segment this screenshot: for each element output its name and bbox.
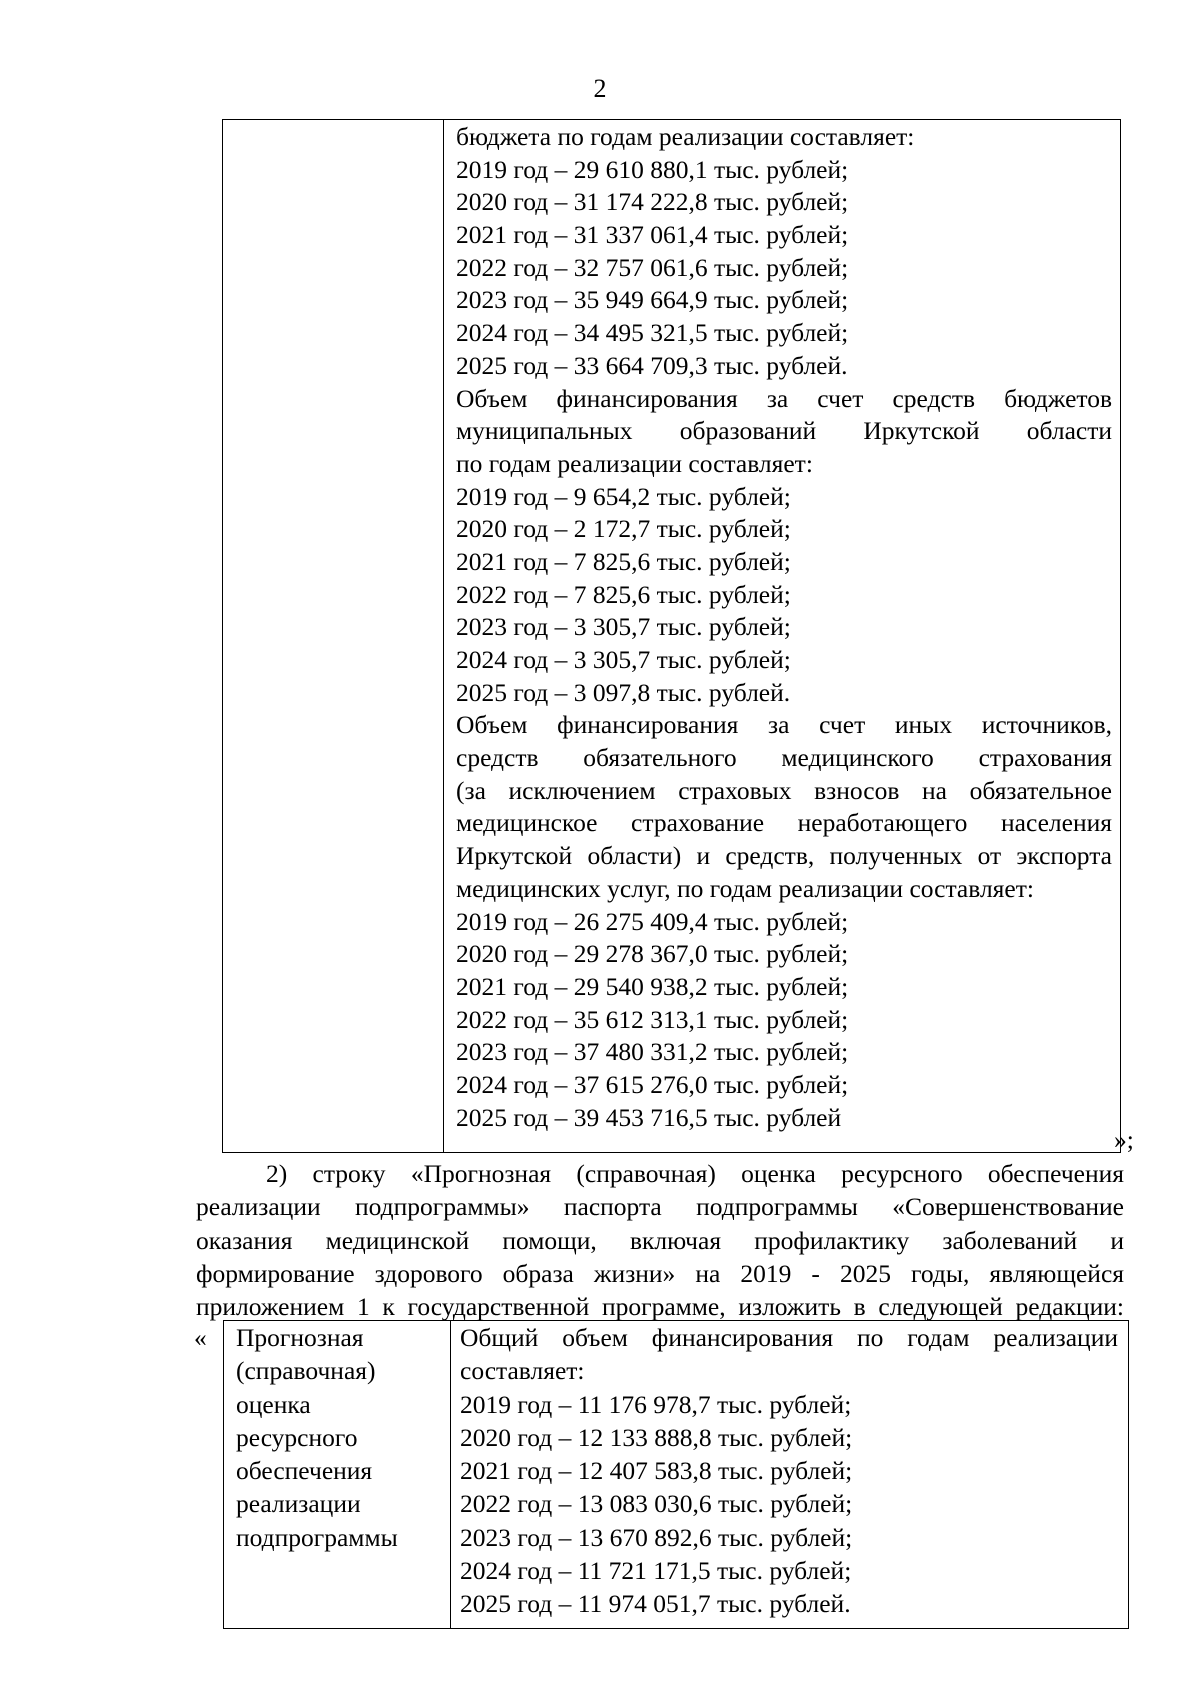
opening-quote: «: [194, 1323, 207, 1352]
text-line: 2020 год – 29 278 367,0 тыс. рублей;: [456, 939, 849, 969]
label-line: подпрограммы: [236, 1522, 398, 1552]
text-line: Иркутской области) и средств, полученных от экспорта: [456, 841, 1112, 871]
label-line: ресурсного: [236, 1422, 358, 1452]
text-line: 2019 год – 9 654,2 тыс. рублей;: [456, 481, 791, 511]
value-line: 2022 год – 13 083 030,6 тыс. рублей;: [460, 1489, 853, 1519]
value-line: 2024 год – 11 721 171,5 тыс. рублей;: [460, 1556, 852, 1586]
text-line: 2019 год – 26 275 409,4 тыс. рублей;: [456, 906, 849, 936]
text-line: 2021 год – 7 825,6 тыс. рублей;: [456, 546, 791, 576]
text-line: Объем финансирования за счет иных источников,: [456, 710, 1112, 740]
closing-quote: »;: [1114, 1125, 1134, 1154]
value-line: 2023 год – 13 670 892,6 тыс. рублей;: [460, 1522, 853, 1552]
value-line: 2019 год – 11 176 978,7 тыс. рублей;: [460, 1389, 852, 1419]
text-line: 2020 год – 31 174 222,8 тыс. рублей;: [456, 187, 849, 217]
text-line: 2022 год – 32 757 061,6 тыс. рублей;: [456, 252, 849, 282]
text-line: 2022 год – 7 825,6 тыс. рублей;: [456, 579, 791, 609]
label-line: оценка: [236, 1389, 311, 1419]
text-line: средств обязательного медицинского страхования: [456, 743, 1112, 773]
page-number: 2: [593, 74, 607, 103]
text-line: медицинское страхование неработающего населения: [456, 808, 1112, 838]
text-line: по годам реализации составляет:: [456, 448, 813, 478]
paragraph-line: 2) строку «Прогнозная (справочная) оценка ресурсного обеспечения: [266, 1159, 1124, 1188]
text-line: 2023 год – 35 949 664,9 тыс. рублей;: [456, 285, 849, 315]
value-line: Общий объем финансирования по годам реализации: [460, 1323, 1118, 1352]
text-line: 2024 год – 3 305,7 тыс. рублей;: [456, 645, 791, 674]
text-line: 2025 год – 33 664 709,3 тыс. рублей.: [456, 350, 848, 380]
text-line: 2021 год – 31 337 061,4 тыс. рублей;: [456, 220, 849, 250]
text-line: 2024 год – 34 495 321,5 тыс. рублей;: [456, 318, 849, 348]
table-value-cell: [460, 1321, 1118, 1621]
amendment-paragraph: [196, 1157, 1124, 1323]
table-label-cell: [236, 1321, 398, 1554]
text-line: 2025 год – 3 097,8 тыс. рублей.: [456, 677, 791, 707]
label-line: (справочная): [236, 1356, 376, 1386]
paragraph-line: формирование здорового образа жизни» на 2019 - 2025 годы, являющейся: [196, 1258, 1124, 1288]
text-line: 2025 год – 39 453 716,5 тыс. рублей: [456, 1102, 842, 1132]
text-line: бюджета по годам реализации составляет:: [456, 122, 915, 151]
text-line: Объем финансирования за счет средств бюджетов: [456, 383, 1112, 413]
table-right-cell: [456, 121, 1112, 1134]
paragraph-line: приложением 1 к государственной программе, изложить в следующей редакции:: [196, 1292, 1124, 1322]
paragraph-line: оказания медицинской помощи, включая профилактику заболеваний и: [196, 1225, 1124, 1255]
paragraph-line: реализации подпрограммы» паспорта подпрограммы «Совершенствование: [196, 1192, 1124, 1222]
table-column-divider: [443, 120, 444, 1152]
value-line: 2020 год – 12 133 888,8 тыс. рублей;: [460, 1422, 853, 1452]
text-line: 2021 год – 29 540 938,2 тыс. рублей;: [456, 971, 849, 1001]
label-line: реализации: [236, 1489, 361, 1519]
text-line: муниципальных образований Иркутской области: [456, 416, 1112, 446]
value-line: 2025 год – 11 974 051,7 тыс. рублей.: [460, 1589, 851, 1619]
text-line: медицинских услуг, по годам реализации составляет:: [456, 873, 1034, 903]
value-line: 2021 год – 12 407 583,8 тыс. рублей;: [460, 1456, 853, 1486]
value-line: составляет:: [460, 1356, 585, 1386]
label-line: обеспечения: [236, 1456, 373, 1486]
label-line: Прогнозная: [236, 1323, 364, 1352]
text-line: 2022 год – 35 612 313,1 тыс. рублей;: [456, 1004, 849, 1034]
text-line: 2020 год – 2 172,7 тыс. рублей;: [456, 514, 791, 544]
text-line: 2024 год – 37 615 276,0 тыс. рублей;: [456, 1069, 849, 1099]
text-line: 2023 год – 3 305,7 тыс. рублей;: [456, 612, 791, 642]
text-line: (за исключением страховых взносов на обязательное: [456, 775, 1112, 805]
text-line: 2023 год – 37 480 331,2 тыс. рублей;: [456, 1037, 849, 1067]
table-column-divider: [450, 1321, 451, 1628]
text-line: 2019 год – 29 610 880,1 тыс. рублей;: [456, 154, 849, 184]
